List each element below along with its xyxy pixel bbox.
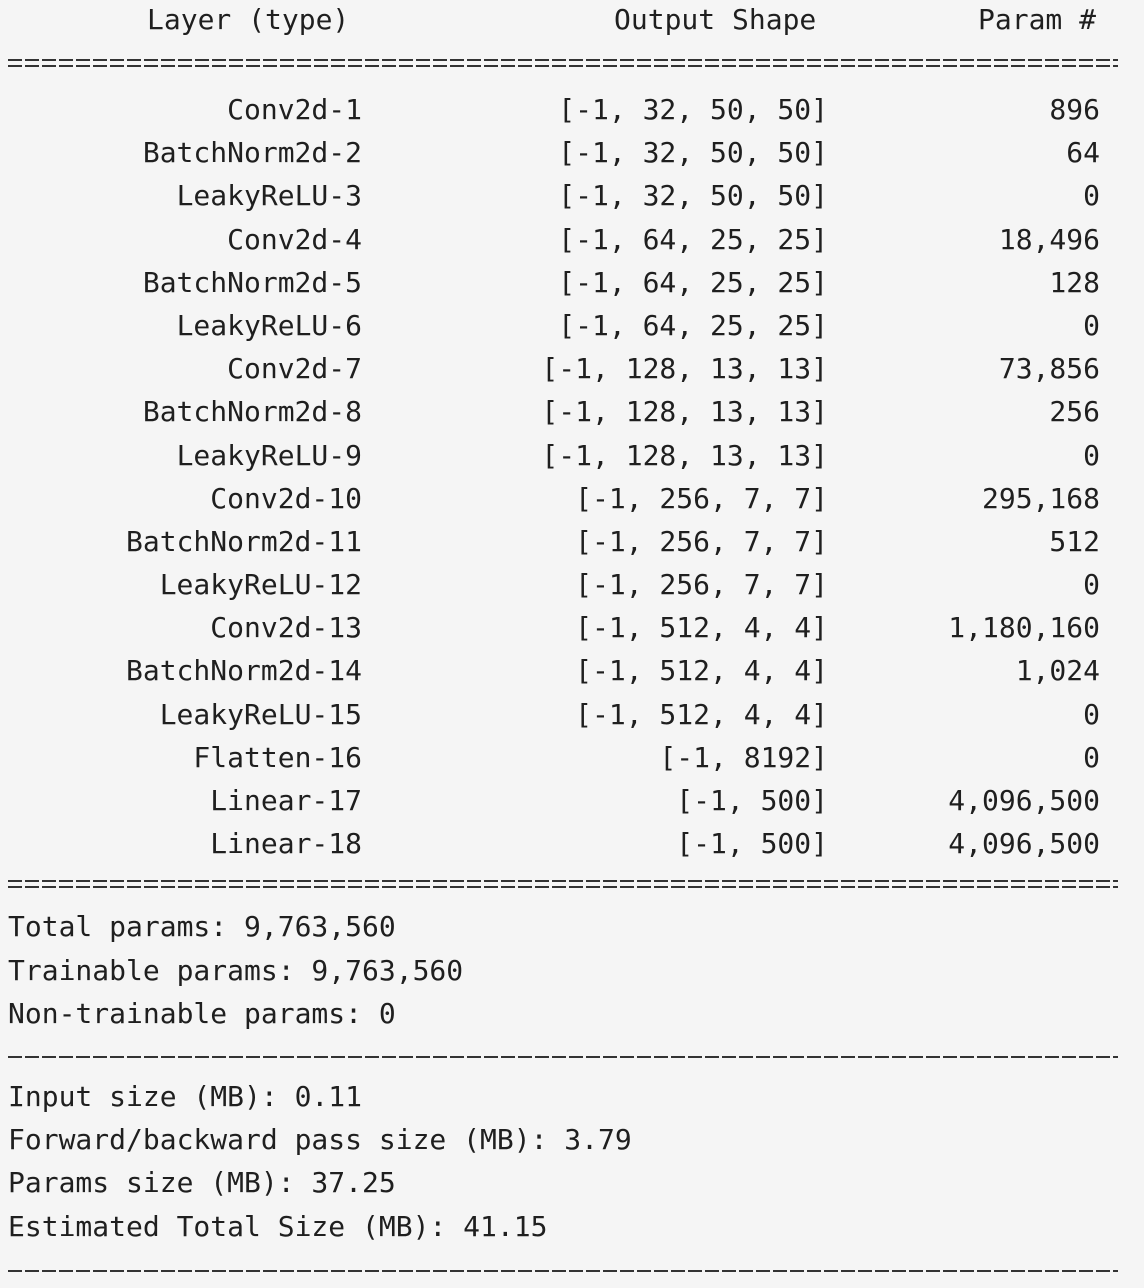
output-shape: [-1, 64, 25, 25] xyxy=(558,308,828,342)
table-row xyxy=(8,131,1118,174)
output-shape: [-1, 256, 7, 7] xyxy=(575,524,828,558)
output-shape: [-1, 32, 50, 50] xyxy=(558,179,828,213)
table-row xyxy=(8,390,1118,433)
output-shape: [-1, 500] xyxy=(676,827,828,861)
table-row xyxy=(8,347,1118,390)
table-row xyxy=(8,174,1118,217)
layer-name: LeakyReLU-12 xyxy=(159,568,362,602)
table-row xyxy=(8,218,1118,261)
layer-name: LeakyReLU-3 xyxy=(176,179,362,213)
table-row xyxy=(8,304,1118,347)
layer-name: Conv2d-4 xyxy=(227,222,362,256)
param-count: 4,096,500 xyxy=(948,784,1100,817)
layer-name: Linear-17 xyxy=(210,784,362,817)
param-count: 0 xyxy=(1083,308,1100,342)
table-row xyxy=(8,779,1118,822)
output-shape: [-1, 128, 13, 13] xyxy=(541,438,828,472)
layer-name: Linear-18 xyxy=(210,827,362,861)
layer-name: Conv2d-1 xyxy=(227,93,362,126)
estimated-total-size: Estimated Total Size (MB): 41.15 xyxy=(8,1209,548,1243)
output-shape: [-1, 128, 13, 13] xyxy=(541,395,828,429)
param-count: 18,496 xyxy=(998,222,1100,256)
param-count: 0 xyxy=(1083,438,1100,472)
param-count: 128 xyxy=(1049,265,1100,299)
trainable-params: Trainable params: 9,763,560 xyxy=(8,953,464,987)
table-row xyxy=(8,261,1118,304)
output-shape: [-1, 512, 4, 4] xyxy=(575,654,828,688)
param-count: 1,180,160 xyxy=(948,611,1100,645)
layer-table-body xyxy=(8,88,1118,865)
double-divider xyxy=(8,40,1118,88)
dash-divider xyxy=(8,1248,1118,1288)
total-params: Total params: 9,763,560 xyxy=(8,910,396,944)
output-shape: [-1, 128, 13, 13] xyxy=(541,352,828,386)
output-shape: [-1, 64, 25, 25] xyxy=(558,222,828,256)
layer-name: Flatten-16 xyxy=(193,740,362,774)
layer-name: LeakyReLU-15 xyxy=(159,697,362,731)
table-row xyxy=(8,563,1118,606)
dash-divider xyxy=(8,1035,1118,1075)
layer-name: BatchNorm2d-11 xyxy=(125,524,362,558)
forward-backward-size: Forward/backward pass size (MB): 3.79 xyxy=(8,1123,632,1157)
table-row xyxy=(8,520,1118,563)
double-divider xyxy=(8,865,1118,905)
layer-name: Conv2d-10 xyxy=(210,481,362,515)
param-count: 0 xyxy=(1083,179,1100,213)
layer-name: BatchNorm2d-2 xyxy=(142,136,362,170)
table-row xyxy=(8,477,1118,520)
output-shape: [-1, 512, 4, 4] xyxy=(575,697,828,731)
table-header xyxy=(8,0,1118,40)
params-size: Params size (MB): 37.25 xyxy=(8,1166,396,1200)
output-shape: [-1, 500] xyxy=(676,784,828,817)
param-count: 0 xyxy=(1083,568,1100,602)
param-count: 896 xyxy=(1049,93,1100,126)
layer-name: BatchNorm2d-8 xyxy=(142,395,362,429)
param-count: 256 xyxy=(1049,395,1100,429)
layer-name: BatchNorm2d-14 xyxy=(125,654,362,688)
param-count: 73,856 xyxy=(998,352,1100,386)
output-shape: [-1, 512, 4, 4] xyxy=(575,611,828,645)
output-shape: [-1, 32, 50, 50] xyxy=(558,136,828,170)
layer-name: LeakyReLU-9 xyxy=(176,438,362,472)
table-row xyxy=(8,434,1118,477)
header-output-shape: Output Shape xyxy=(614,3,817,36)
param-count: 0 xyxy=(1083,697,1100,731)
header-param-count: Param # xyxy=(978,3,1097,36)
output-shape: [-1, 64, 25, 25] xyxy=(558,265,828,299)
param-count: 0 xyxy=(1083,740,1100,774)
layer-name: Conv2d-7 xyxy=(227,352,362,386)
table-row xyxy=(8,88,1118,131)
table-row xyxy=(8,606,1118,649)
param-count: 64 xyxy=(1066,136,1100,170)
output-shape: [-1, 256, 7, 7] xyxy=(575,568,828,602)
param-count: 512 xyxy=(1049,524,1100,558)
param-count: 295,168 xyxy=(981,481,1100,515)
table-row xyxy=(8,693,1118,736)
table-row xyxy=(8,736,1118,779)
input-size: Input size (MB): 0.11 xyxy=(8,1079,363,1113)
layer-name: LeakyReLU-6 xyxy=(176,308,362,342)
param-count: 4,096,500 xyxy=(948,827,1100,861)
output-shape: [-1, 8192] xyxy=(659,740,828,774)
layer-name: BatchNorm2d-5 xyxy=(142,265,362,299)
output-shape: [-1, 32, 50, 50] xyxy=(558,93,828,126)
header-layer-type: Layer (type) xyxy=(147,3,350,36)
output-shape: [-1, 256, 7, 7] xyxy=(575,481,828,515)
layer-name: Conv2d-13 xyxy=(210,611,362,645)
param-count: 1,024 xyxy=(1015,654,1100,688)
table-row xyxy=(8,822,1118,865)
non-trainable-params: Non-trainable params: 0 xyxy=(8,996,396,1030)
table-row xyxy=(8,649,1118,692)
model-summary xyxy=(8,0,1118,1288)
